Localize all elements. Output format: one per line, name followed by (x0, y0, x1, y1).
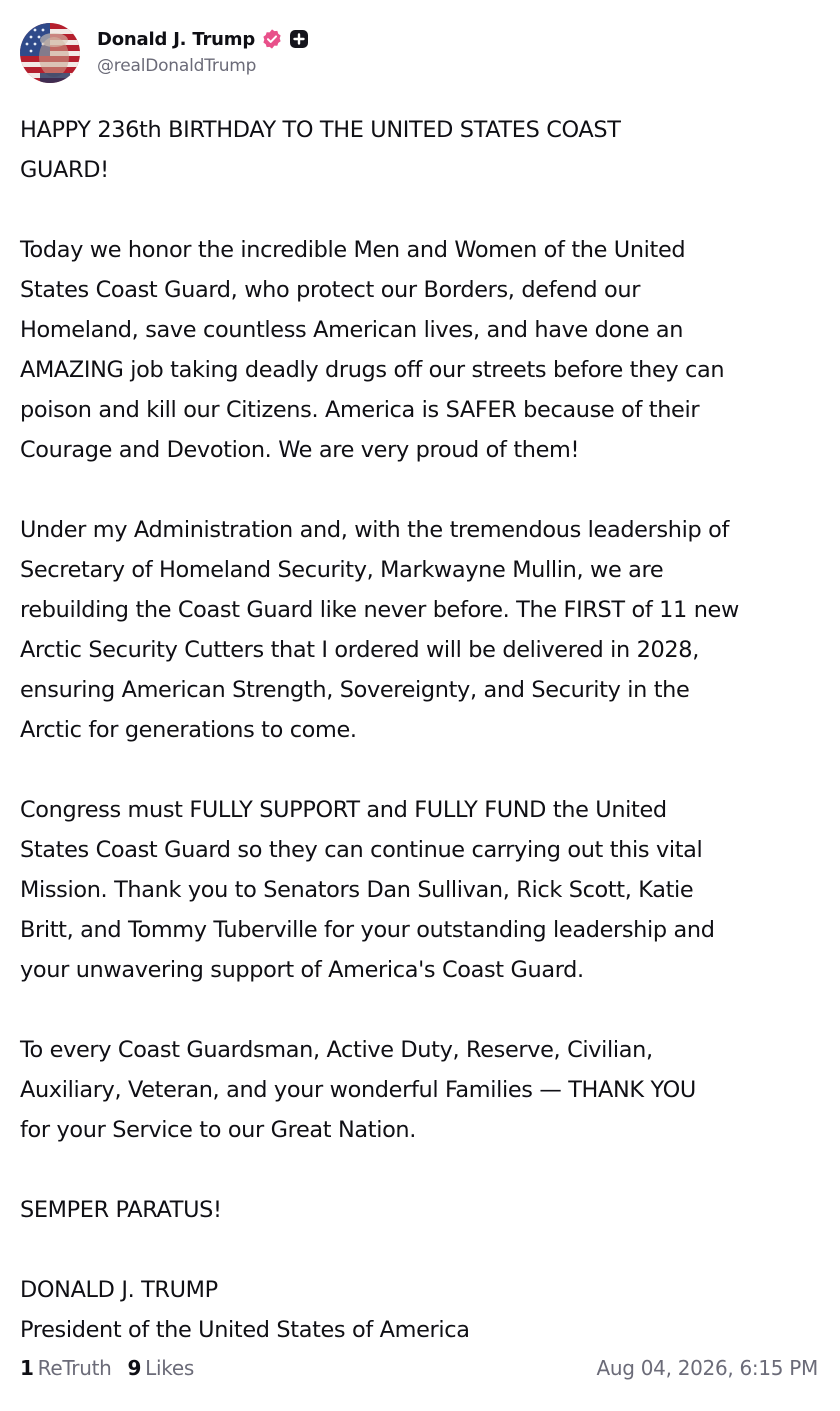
post-paragraph: Congress must FULLY SUPPORT and FULLY FUND the United States Coast Guard so they can continue carrying out this vital Mission. Thank you to Senators Dan Sullivan, Rick Scott, Katie Britt, and Tommy Tuberville for your outstanding leadership and your unwavering support of America's Coast Guard. (20, 797, 715, 983)
retruth-stat[interactable] (20, 1356, 112, 1380)
post-paragraph: To every Coast Guardsman, Active Duty, Reserve, Civilian, Auxiliary, Veteran, and your wonderful Families — THANK YOU for your Service to our Great Nation. (20, 1037, 696, 1143)
name-row (97, 26, 309, 52)
likes-stat[interactable] (128, 1356, 194, 1380)
retruth-label: ReTruth (37, 1356, 112, 1380)
retruth-count: 1 (20, 1356, 34, 1380)
plus-badge-icon (289, 29, 309, 49)
post-paragraph: SEMPER PARATUS! (20, 1197, 222, 1223)
post-body (20, 110, 820, 1350)
post-paragraph: HAPPY 236th BIRTHDAY TO THE UNITED STATES COAST GUARD! (20, 117, 621, 183)
likes-label: Likes (145, 1356, 194, 1380)
post-paragraph: Today we honor the incredible Men and Women of the United States Coast Guard, who protect our Borders, defend our Homeland, save countless American lives, and have done an AMAZING job taking deadly drugs off our streets before they can poison and kill our Citizens. America is SAFER because of their Courage and Devotion. We are very proud of them! (20, 237, 725, 463)
post-footer (20, 1356, 818, 1380)
avatar-flag-portrait-icon (20, 23, 80, 83)
post-timestamp[interactable]: Aug 04, 2026, 6:15 PM (596, 1356, 818, 1380)
post-paragraph: Under my Administration and, with the tremendous leadership of Secretary of Homeland Security, Markwayne Mullin, we are rebuilding the Coast Guard like never before. The FIRST of 11 new Arctic Security Cutters that I ordered will be delivered in 2028, ensuring American Strength, Sovereignty, and Security in the Arctic for generations to come. (20, 517, 739, 743)
post-header (20, 0, 820, 104)
author-handle[interactable]: @realDonaldTrump (97, 56, 257, 76)
verified-badge-icon (261, 28, 283, 50)
post-stats (20, 1356, 194, 1380)
post-paragraph: DONALD J. TRUMP President of the United States of America (20, 1277, 470, 1343)
avatar[interactable] (20, 23, 80, 83)
likes-count: 9 (127, 1356, 142, 1380)
author-identity (97, 26, 309, 76)
display-name[interactable]: Donald J. Trump (97, 28, 256, 50)
